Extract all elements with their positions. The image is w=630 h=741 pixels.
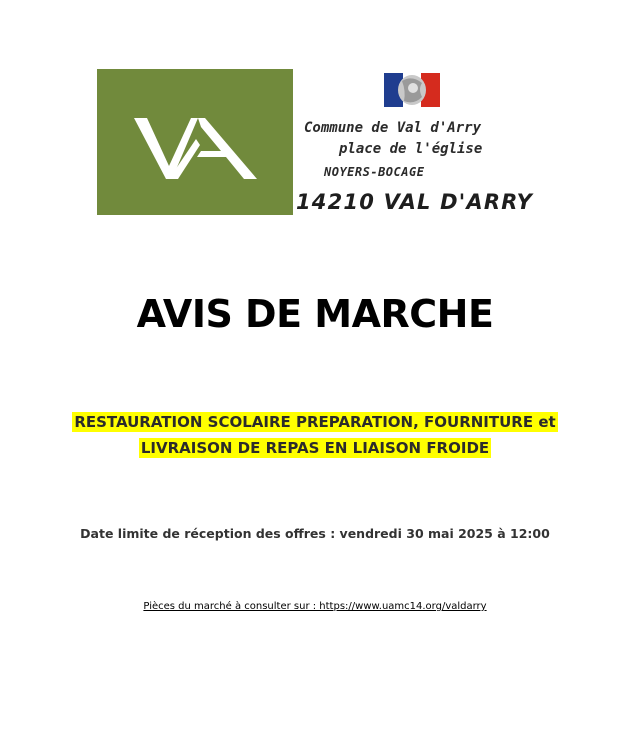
submission-deadline: Date limite de réception des offres : vendredi 30 mai 2025 à 12:00 bbox=[80, 526, 550, 541]
subject-line-1: RESTAURATION SCOLAIRE PREPARATION, FOURNITURE et bbox=[74, 413, 556, 431]
address-commune-name: Commune de Val d'Arry bbox=[304, 120, 482, 136]
page-title: AVIS DE MARCHE bbox=[136, 292, 494, 336]
tender-subject bbox=[0, 409, 630, 461]
address-street: place de l'église bbox=[339, 141, 483, 157]
va-monogram-icon bbox=[97, 69, 293, 215]
commune-logo bbox=[97, 69, 293, 215]
documents-link[interactable]: Pièces du marché à consulter sur : https://www.uamc14.org/valdarry bbox=[143, 601, 487, 612]
subject-line-2: LIVRAISON DE REPAS EN LIAISON FROIDE bbox=[140, 439, 490, 457]
address-postal-city: 14210 VAL D'ARRY bbox=[296, 190, 534, 214]
marianne-flag-icon bbox=[384, 73, 440, 107]
address-locality: NOYERS-BOCAGE bbox=[324, 165, 425, 179]
